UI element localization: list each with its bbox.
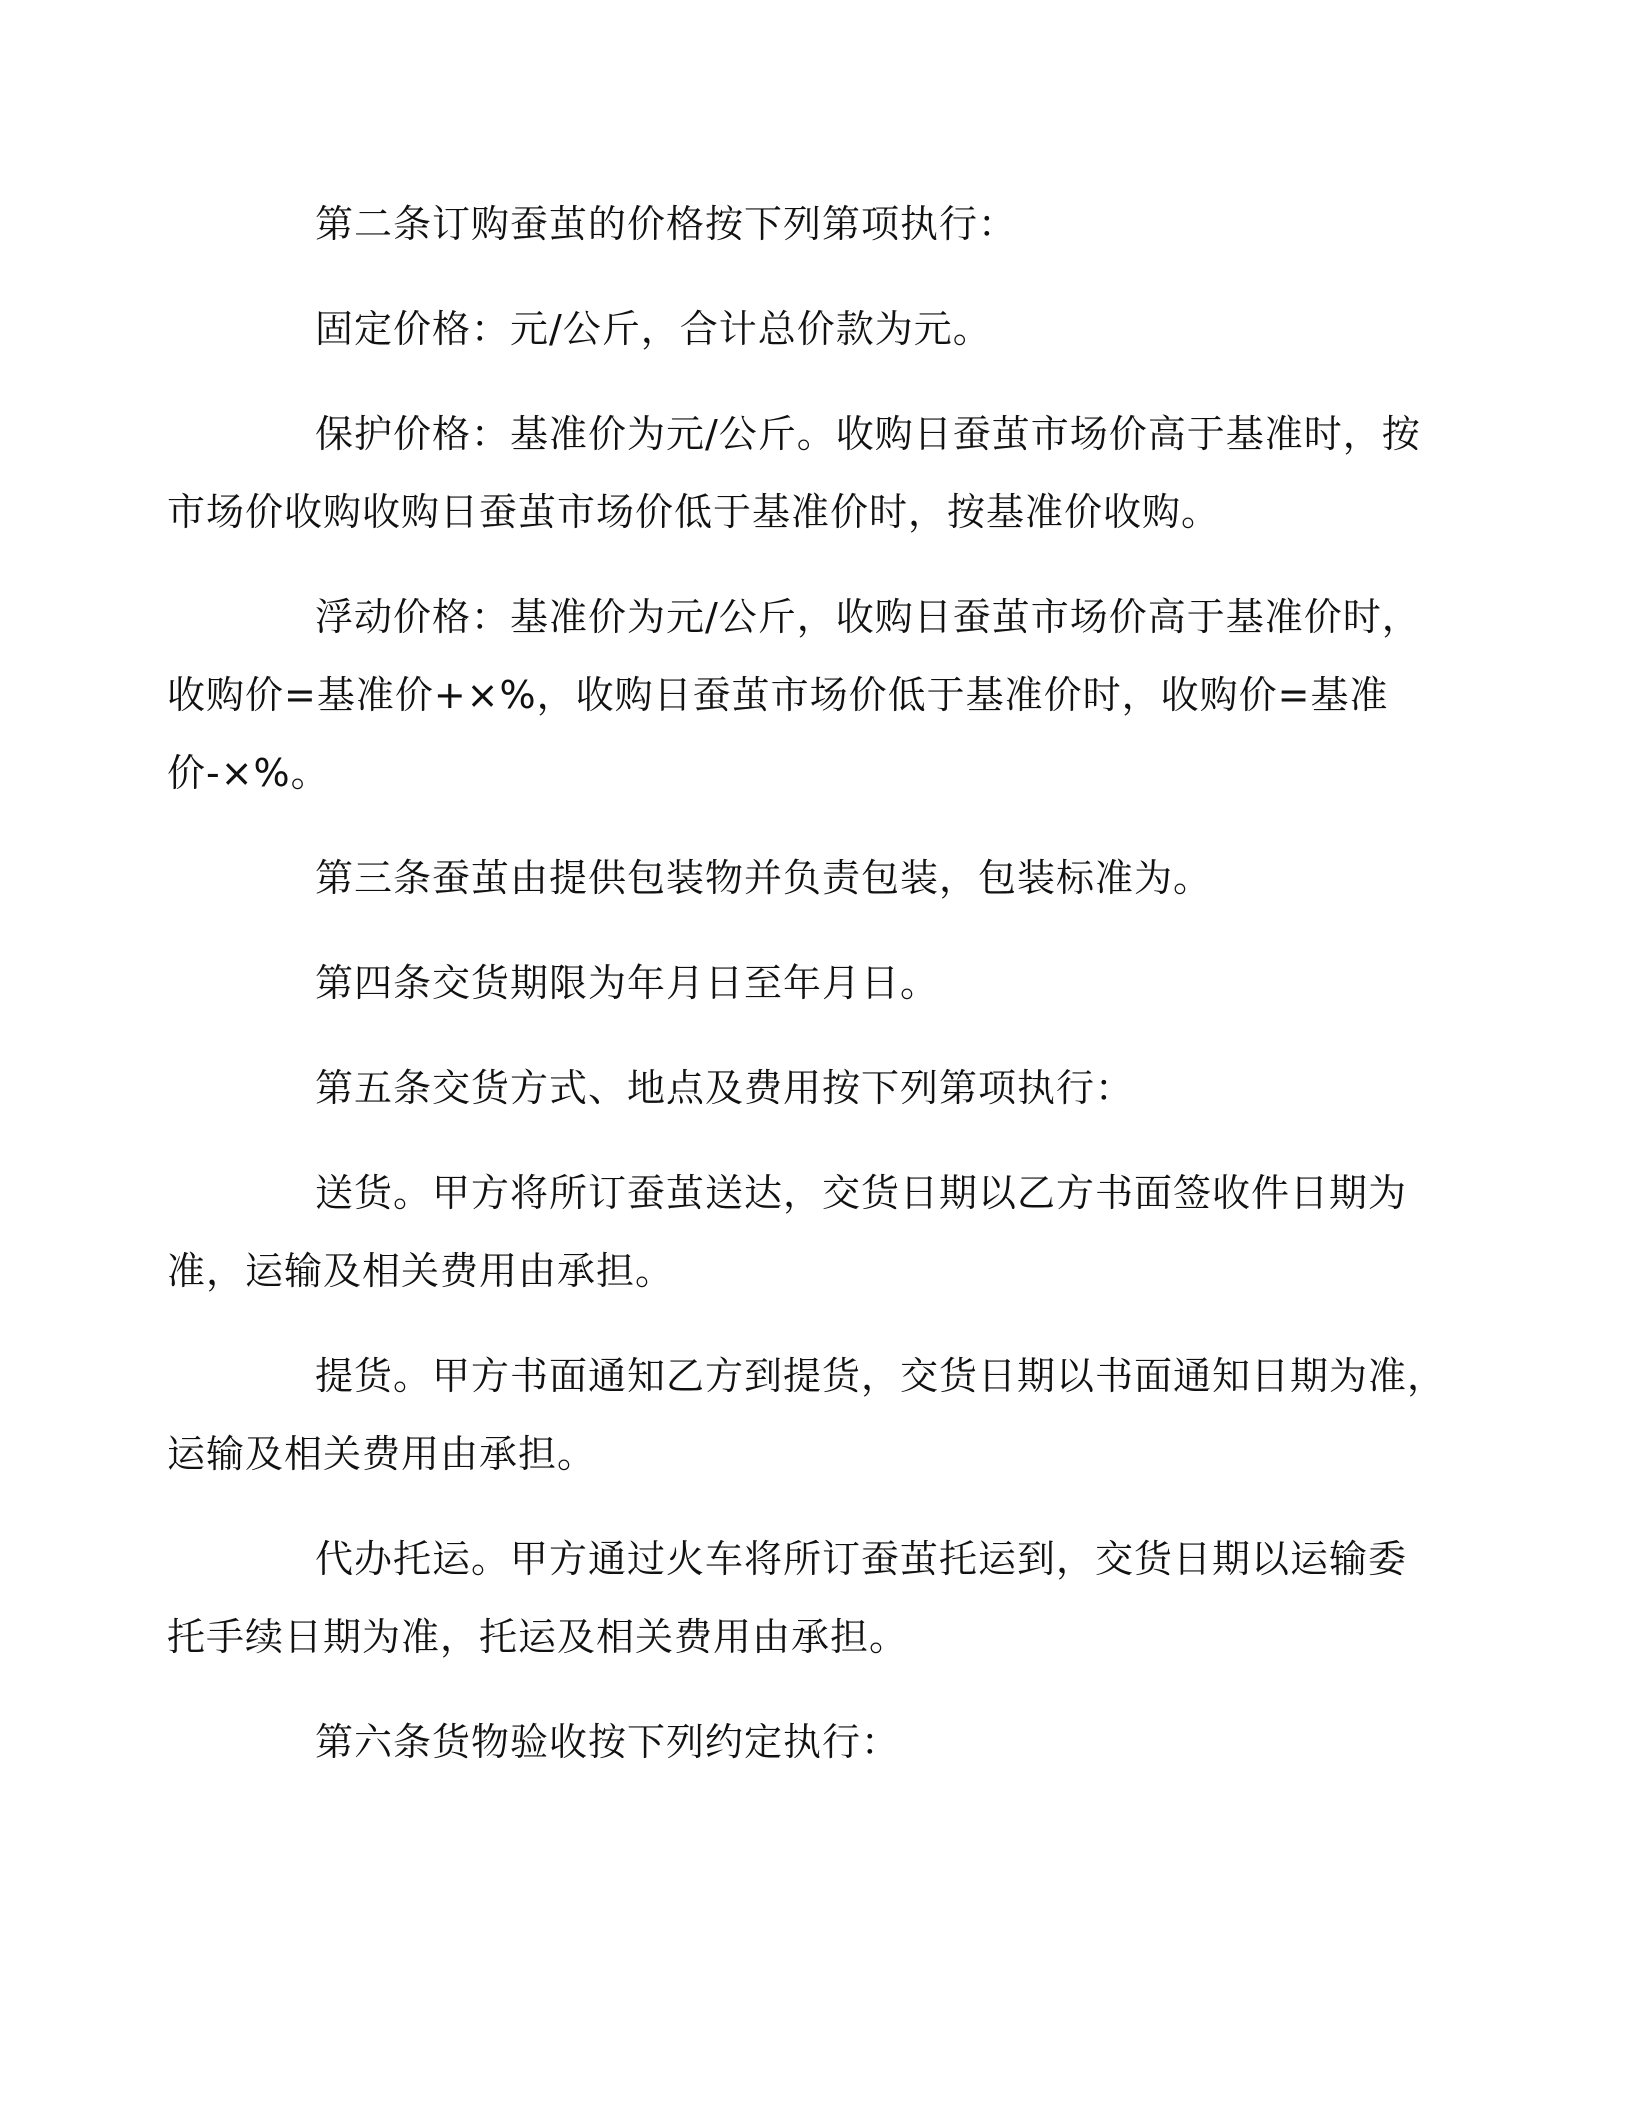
floating-price-paragraph	[167, 578, 1421, 812]
text-line: 代办托运。甲方通过火车将所订蚕茧托运到，交货日期以运输委	[315, 1537, 1408, 1581]
text-line: 固定价格：元/公斤，合计总价款为元。	[315, 307, 992, 351]
text-line: 送货。甲方将所订蚕茧送达，交货日期以乙方书面签收件日期为	[315, 1171, 1408, 1215]
pickup-paragraph	[167, 1337, 1447, 1493]
text-line: 收购价=基准价+×%，收购日蚕茧市场价低于基准价时，收购价=基准	[167, 673, 1389, 717]
clause-2-heading	[241, 185, 1391, 263]
clause-6-heading	[241, 1703, 1391, 1781]
text-line: 准，运输及相关费用由承担。	[167, 1249, 675, 1293]
protected-price-paragraph	[167, 395, 1421, 551]
text-line: 第五条交货方式、地点及费用按下列第项执行：	[315, 1066, 1135, 1110]
text-line: 价-×%。	[167, 751, 330, 795]
text-line: 浮动价格：基准价为元/公斤，收购日蚕茧市场价高于基准价时，	[315, 595, 1421, 639]
clause-5-heading	[241, 1049, 1391, 1127]
consignment-paragraph	[167, 1520, 1408, 1676]
fixed-price-paragraph	[241, 290, 1391, 368]
text-line: 托手续日期为准，托运及相关费用由承担。	[167, 1615, 909, 1659]
document-body	[167, 185, 1447, 1781]
clause-3-paragraph	[241, 839, 1391, 917]
text-line: 第六条货物验收按下列约定执行：	[315, 1720, 901, 1764]
text-line: 运输及相关费用由承担。	[167, 1432, 597, 1476]
text-line: 第二条订购蚕茧的价格按下列第项执行：	[315, 202, 1018, 246]
text-line: 市场价收购收购日蚕茧市场价低于基准价时，按基准价收购。	[167, 490, 1221, 534]
text-line: 第三条蚕茧由提供包装物并负责包装，包装标准为。	[315, 856, 1213, 900]
delivery-paragraph	[167, 1154, 1408, 1310]
text-line: 保护价格：基准价为元/公斤。收购日蚕茧市场价高于基准时，按	[315, 412, 1421, 456]
text-line: 提货。甲方书面通知乙方到提货，交货日期以书面通知日期为准，	[315, 1354, 1447, 1398]
text-line: 第四条交货期限为年月日至年月日。	[315, 961, 940, 1005]
clause-4-paragraph	[241, 944, 1391, 1022]
